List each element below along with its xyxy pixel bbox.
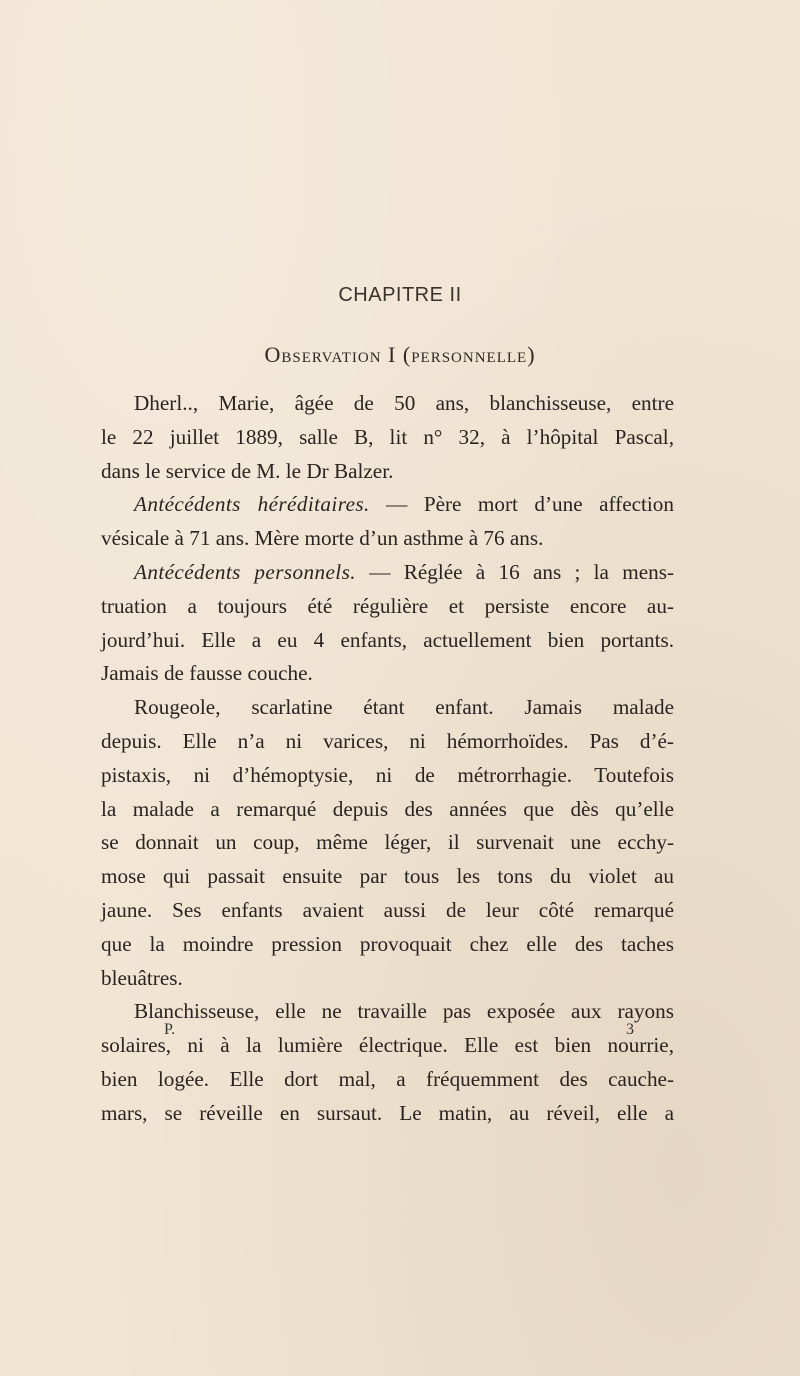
text-line [101,556,674,590]
text-line: jourd’hui. Elle a eu 4 enfants, actuellement bien portants. [101,627,674,652]
page-number: 3 [626,1021,634,1038]
text-line: truation a toujours été régulière et persiste encore au- [101,593,674,618]
body-text [101,387,674,1131]
text-line: vésicale à 71 ans. Mère morte d’un asthme à 76 ans. [101,526,544,551]
signature-mark: P. [164,1021,176,1038]
chapter-title: CHAPITRE II [338,284,462,306]
italic-heading: Antécédents héréditaires. [134,492,370,517]
line-text: — Père mort d’une affection [369,492,674,517]
text-line: la malade a remarqué depuis des années que dès qu’elle [101,796,674,821]
text-line: se donnait un coup, même léger, il survenait une ecchy- [101,830,674,855]
text-line: solaires, ni à la lumière électrique. Elle est bien nourrie, [101,1033,674,1058]
text-line: Rougeole, scarlatine étant enfant. Jamais malade [134,695,674,720]
text-line: bleuâtres. [101,965,183,990]
italic-heading: Antécédents personnels. [134,559,356,584]
text-line [101,488,674,522]
text-line: que la moindre pression provoquait chez elle des taches [101,931,674,956]
text-line: Jamais de fausse couche. [101,661,313,686]
text-line: pistaxis, ni d’hémoptysie, ni de métrorrhagie. Toutefois [101,762,674,787]
text-line: Dherl.., Marie, âgée de 50 ans, blanchisseuse, entre [134,391,674,415]
text-line: dans le service de M. le Dr Balzer. [101,458,394,483]
text-line: mars, se réveille en sursaut. Le matin, au réveil, elle a [101,1100,674,1125]
text-line: jaune. Ses enfants avaient aussi de leur côté remarqué [101,897,674,922]
text-line: Blanchisseuse, elle ne travaille pas exposée aux rayons [134,999,674,1024]
observation-title: Observation I (personnelle) [264,342,536,367]
text-line: mose qui passait ensuite par tous les tons du violet au [101,864,674,889]
line-text: — Réglée à 16 ans ; la mens- [355,559,674,584]
text-line: depuis. Elle n’a ni varices, ni hémorrhoïdes. Pas d’é- [101,728,674,753]
text-line: le 22 juillet 1889, salle B, lit n° 32, à l’hôpital Pascal, [101,424,674,449]
text-line: bien logée. Elle dort mal, a fréquemment des cauche- [101,1066,674,1091]
